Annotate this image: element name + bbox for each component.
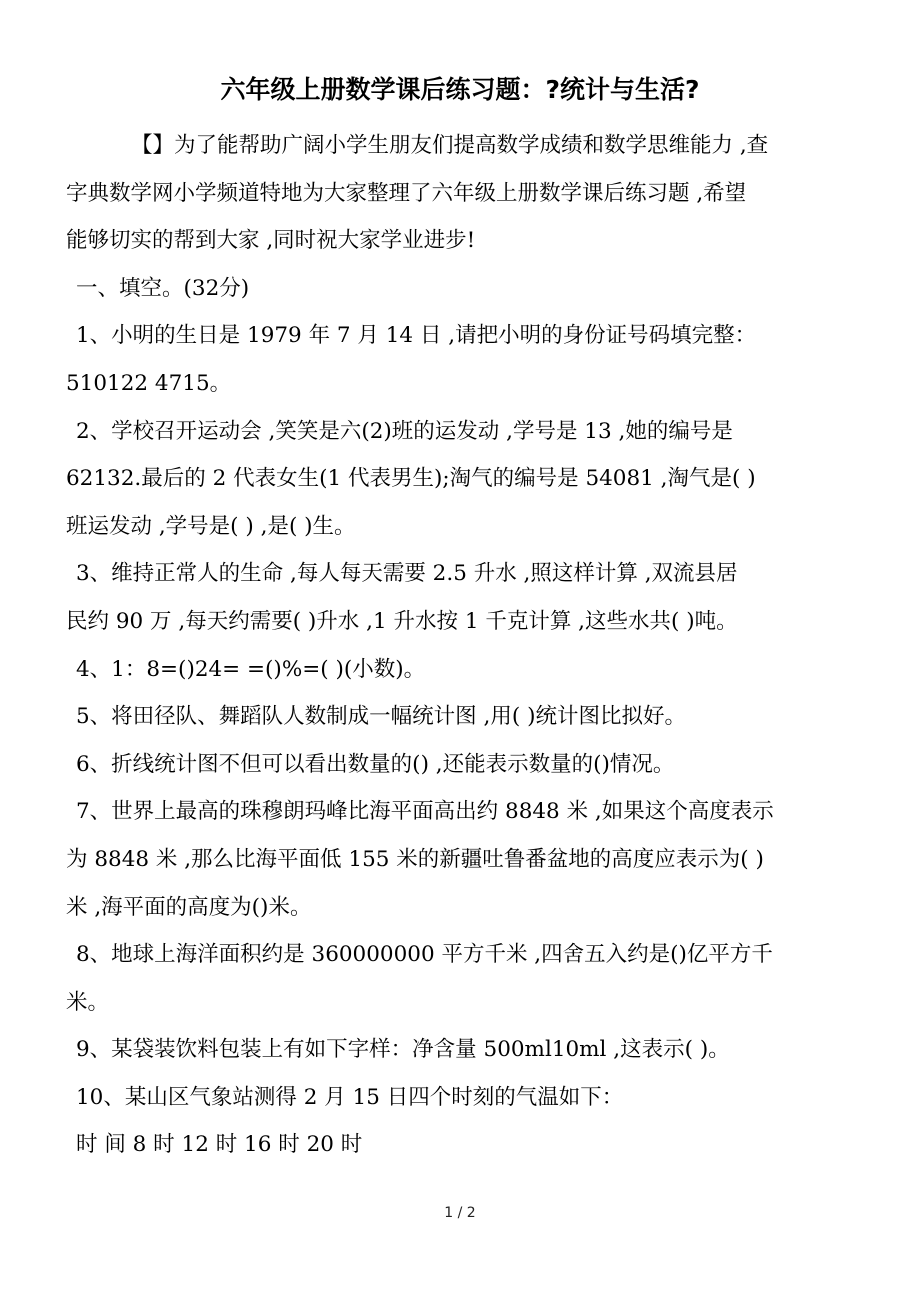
question-3-line: 3、维持正常人的生命 ,每人每天需要 2.5 升水 ,照这样计算 ,双流县居	[76, 561, 738, 587]
question-2-line: 2、学校召开运动会 ,笑笑是六(2)班的运发动 ,学号是 13 ,她的编号是	[76, 418, 733, 444]
question-2-line: 班运发动 ,学号是( ) ,是( )生。	[66, 513, 356, 539]
question-2-line: 62132.最后的 2 代表女生(1 代表男生);淘气的编号是 54081 ,淘气是( )	[66, 466, 756, 492]
question-1-line: 510122 4715。	[66, 370, 232, 396]
page-title: 六年级上册数学课后练习题：?统计与生活?	[220, 75, 700, 104]
question-9-line: 9、某袋装饮料包装上有如下字样：净含量 500ml10ml ,这表示( )。	[76, 1037, 730, 1063]
question-6-line: 6、折线统计图不但可以看出数量的() ,还能表示数量的()情况。	[76, 751, 675, 777]
question-3-line: 民约 90 万 ,每天约需要( )升水 ,1 升水按 1 千克计算 ,这些水共( )吨。	[66, 608, 738, 634]
document-body	[66, 122, 866, 1169]
question-10-line: 10、某山区气象站测得 2 月 15 日四个时刻的气温如下：	[76, 1084, 624, 1110]
section-heading: 一、填空。(32分)	[76, 275, 250, 301]
question-4-line: 4、1：8=()24= =()%=( )(小数)。	[76, 656, 426, 682]
intro-line: 【】为了能帮助广阔小学生朋友们提高数学成绩和数学思维能力 ,查	[131, 133, 769, 158]
page-number: 1 / 2	[444, 1205, 476, 1221]
question-5-line: 5、将田径队、舞蹈队人数制成一幅统计图 ,用( )统计图比拟好。	[76, 704, 686, 730]
question-7-line: 米 ,海平面的高度为()米。	[66, 894, 312, 920]
intro-line: 字典数学网小学频道特地为大家整理了六年级上册数学课后练习题 ,希望	[66, 180, 747, 206]
question-1-line: 1、小明的生日是 1979 年 7 月 14 日 ,请把小明的身份证号码填完整：	[76, 323, 757, 349]
time-table-header: 时 间 8 时 12 时 16 时 20 时	[76, 1132, 363, 1158]
question-8-line: 米。	[66, 989, 110, 1015]
question-8-line: 8、地球上海洋面积约是 360000000 平方千米 ,四舍五入约是()亿平方千	[76, 942, 773, 968]
question-7-line: 7、世界上最高的珠穆朗玛峰比海平面高出约 8848 米 ,如果这个高度表示	[76, 799, 774, 825]
question-7-line: 为 8848 米 ,那么比海平面低 155 米的新疆吐鲁番盆地的高度应表示为( )	[66, 846, 764, 872]
intro-line: 能够切实的帮到大家 ,同时祝大家学业进步!	[66, 228, 476, 254]
